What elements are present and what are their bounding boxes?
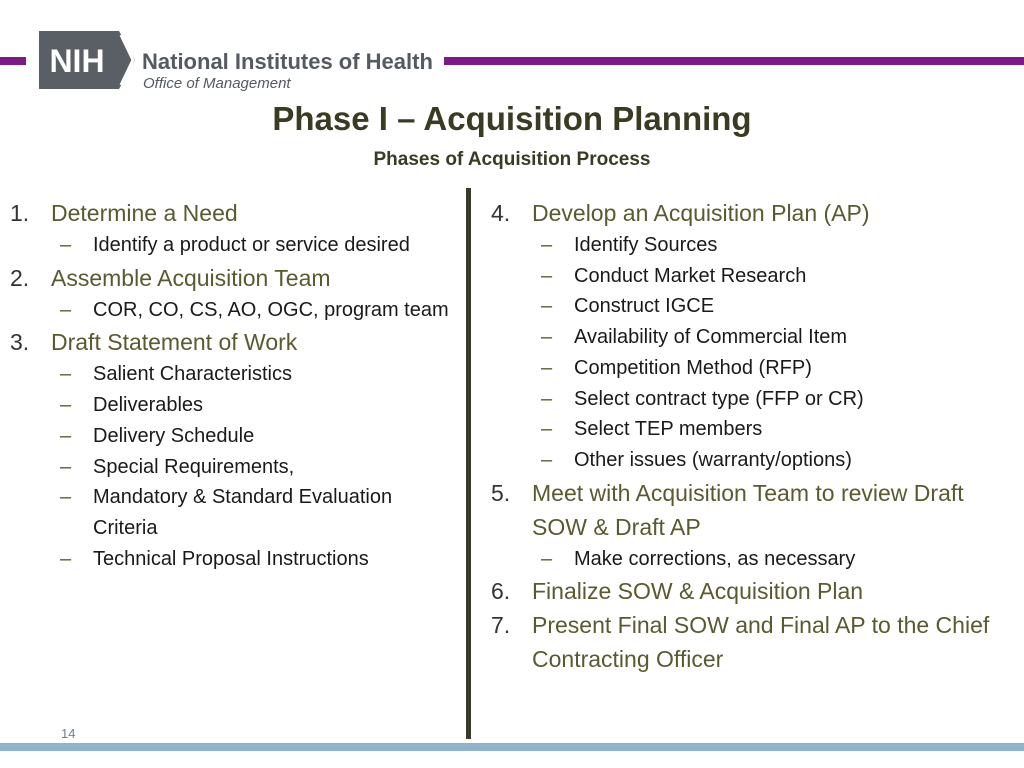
sub-item xyxy=(60,295,460,326)
dash-bullet-icon: – xyxy=(60,394,72,417)
item-text: Develop an Acquisition Plan (AP) xyxy=(532,200,870,226)
numbered-item-row xyxy=(10,196,460,230)
sub-item-text: Construct IGCE xyxy=(574,295,715,318)
dash-bullet-icon: – xyxy=(541,448,553,471)
slide-subtitle: Phases of Acquisition Process xyxy=(373,149,651,170)
sub-item-list xyxy=(541,544,991,575)
numbered-item-row xyxy=(491,608,991,676)
item-text: Determine a Need xyxy=(51,200,238,226)
dash-bullet-icon: – xyxy=(60,298,72,321)
dash-bullet-icon: – xyxy=(541,295,553,318)
sub-item-text: Salient Characteristics xyxy=(93,363,292,386)
numbered-item xyxy=(491,196,991,476)
dash-bullet-icon: – xyxy=(60,455,72,478)
numbered-item xyxy=(491,574,991,608)
sub-item-text: Mandatory & Standard Evaluation Criteria xyxy=(93,486,393,539)
item-text: Assemble Acquisition Team xyxy=(51,264,331,291)
sub-item xyxy=(541,353,991,384)
sub-item-text: Competition Method (RFP) xyxy=(574,356,812,379)
slide-title: Phase I – Acquisition Planning xyxy=(272,100,752,137)
sub-item xyxy=(60,230,460,261)
item-text: Present Final SOW and Final AP to the Chief Contracting Officer xyxy=(532,612,990,673)
item-number: 5. xyxy=(491,479,511,506)
item-text: Meet with Acquisition Team to review Draft SOW & Draft AP xyxy=(532,479,964,540)
sub-item-list xyxy=(60,295,460,326)
sub-item-text: COR, CO, CS, AO, OGC, program team xyxy=(93,298,449,321)
sub-item-text: Select contract type (FFP or CR) xyxy=(574,387,864,410)
dash-bullet-icon: – xyxy=(541,418,553,441)
dash-bullet-icon: – xyxy=(541,264,553,287)
numbered-item xyxy=(491,476,991,575)
right-column-list xyxy=(491,196,991,676)
sub-item-text: Select TEP members xyxy=(574,418,763,441)
logo-text: NIH xyxy=(49,43,105,79)
item-number: 1. xyxy=(10,200,30,226)
numbered-item xyxy=(491,608,991,676)
item-number: 6. xyxy=(491,578,511,605)
dash-bullet-icon: – xyxy=(60,234,72,256)
numbered-item-row xyxy=(10,261,460,295)
left-column-list xyxy=(10,196,460,574)
sub-item xyxy=(541,544,991,575)
numbered-item-row xyxy=(491,196,991,230)
sub-item-text: Special Requirements, xyxy=(93,455,295,478)
sub-item-text: Deliverables xyxy=(93,394,204,417)
item-number: 3. xyxy=(10,329,30,356)
sub-item-list xyxy=(541,230,991,476)
numbered-item-row xyxy=(491,476,991,544)
dash-bullet-icon: – xyxy=(541,547,553,570)
sub-item-list xyxy=(60,230,460,261)
page-number: 14 xyxy=(61,726,76,741)
dash-bullet-icon: – xyxy=(541,356,553,379)
sub-item-text: Identify a product or service desired xyxy=(93,234,410,256)
item-number: 4. xyxy=(491,200,511,226)
numbered-item xyxy=(10,196,460,261)
numbered-item xyxy=(10,261,460,326)
numbered-item xyxy=(10,325,460,574)
header-accent-bar-left xyxy=(0,57,26,65)
sub-item xyxy=(60,452,460,483)
dash-bullet-icon: – xyxy=(541,387,553,410)
item-number: 7. xyxy=(491,612,511,639)
sub-item-text: Technical Proposal Instructions xyxy=(93,547,369,570)
numbered-item-row xyxy=(10,325,460,359)
dash-bullet-icon: – xyxy=(60,486,72,509)
footer-bar xyxy=(0,743,1024,751)
org-subtitle: Office of Management xyxy=(143,75,291,92)
sub-item xyxy=(541,414,991,445)
org-name: National Institutes of Health xyxy=(142,49,433,74)
sub-item-text: Conduct Market Research xyxy=(574,264,807,287)
dash-bullet-icon: – xyxy=(541,326,553,349)
dash-bullet-icon: – xyxy=(541,234,553,256)
dash-bullet-icon: – xyxy=(60,424,72,447)
sub-item xyxy=(60,390,460,421)
sub-item xyxy=(60,421,460,452)
sub-item xyxy=(541,230,991,261)
sub-item xyxy=(541,291,991,322)
sub-item-list xyxy=(60,359,460,574)
nih-logo xyxy=(39,31,135,89)
sub-item xyxy=(60,482,460,543)
sub-item-text: Make corrections, as necessary xyxy=(574,547,856,570)
sub-item xyxy=(541,445,991,476)
item-text: Draft Statement of Work xyxy=(51,329,298,356)
numbered-item-row xyxy=(491,574,991,608)
dash-bullet-icon: – xyxy=(60,547,72,570)
item-number: 2. xyxy=(10,264,30,291)
dash-bullet-icon: – xyxy=(60,363,72,386)
sub-item xyxy=(541,384,991,415)
sub-item xyxy=(541,322,991,353)
sub-item xyxy=(60,544,460,575)
sub-item-text: Delivery Schedule xyxy=(93,424,255,447)
sub-item xyxy=(541,261,991,292)
header-accent-bar-right xyxy=(444,57,1024,65)
sub-item xyxy=(60,359,460,390)
column-divider xyxy=(466,188,471,739)
sub-item-text: Availability of Commercial Item xyxy=(574,326,848,349)
sub-item-text: Identify Sources xyxy=(574,234,718,256)
sub-item-text: Other issues (warranty/options) xyxy=(574,448,852,471)
item-text: Finalize SOW & Acquisition Plan xyxy=(532,578,864,605)
